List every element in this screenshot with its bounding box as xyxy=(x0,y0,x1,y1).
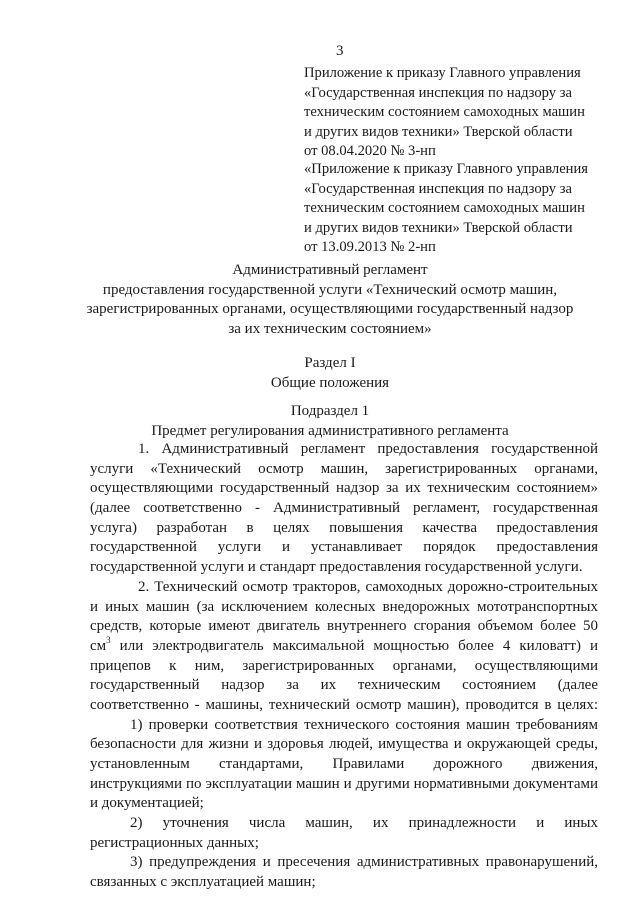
list-item-line: регистрационных данных; xyxy=(90,834,259,851)
title-line: зарегистрированных органами, осуществляющими государственный надзор xyxy=(86,301,574,317)
appendix-line: Приложение к приказу Главного управления xyxy=(304,65,581,81)
list-item-line: и документацией; xyxy=(90,795,204,812)
subsection-title: Предмет регулирования административного регламента xyxy=(151,422,509,439)
paragraph-line: государственной услуги и стандарт предоставления государственной услуги. xyxy=(90,559,583,576)
appendix-line: от 08.04.2020 № 3-нп xyxy=(304,143,436,159)
paragraph-line xyxy=(90,634,598,657)
subsection-heading xyxy=(60,402,600,441)
section-number: Раздел I xyxy=(304,355,356,371)
paragraph-line: средств, которые имеют двигатель внутреннего сгорания объемом более 50 xyxy=(90,618,598,635)
paragraph-line: государственной услуги и устанавливает порядок предоставления xyxy=(90,539,598,556)
list-item-line: 1) проверки соответствия технического состояния машин требованиям xyxy=(130,716,598,733)
appendix-line: от 13.09.2013 № 2-нп xyxy=(304,239,436,255)
page-number: 3 xyxy=(336,43,344,59)
paragraph-line: прицепов к ним, зарегистрированных органами, осуществляющими xyxy=(90,657,598,674)
list-item-line: связанных с эксплуатацией машин; xyxy=(90,874,316,891)
list-item-line: безопасности для жизни и здоровья людей, имущества и окружающей среды, xyxy=(90,736,598,753)
appendix-line: техническим состоянием самоходных машин xyxy=(304,104,585,120)
section-title: Общие положения xyxy=(270,374,390,391)
paragraph-line: услуга) разработан в целях повышения качества предоставления xyxy=(90,519,598,536)
appendix-current-order xyxy=(304,64,614,162)
paragraph-line: соответственно - машины, технический осмотр машин), проводится в целях: xyxy=(90,696,598,713)
title-line: за их техническим состоянием» xyxy=(228,320,432,337)
list-item-line: установленным стандартами, Правилами дорожного движения, xyxy=(90,756,598,772)
appendix-original-order xyxy=(304,160,614,258)
appendix-line: и других видов техники» Тверской области xyxy=(304,123,573,140)
unit-cm: см xyxy=(90,637,107,654)
appendix-line: и других видов техники» Тверской области xyxy=(304,219,573,236)
title-line: предоставления государственной услуги «Технический осмотр машин, xyxy=(102,281,558,298)
paragraph-line-rest: или электродвигатель максимальной мощностью более 4 киловатт) и xyxy=(110,637,598,654)
list-item-line: инструкциями по эксплуатации машин и другими нормативными документами xyxy=(90,775,598,792)
appendix-line: «Государственная инспекция по надзору за xyxy=(304,84,572,101)
document-title xyxy=(60,261,600,339)
list-item-line: 3) предупреждения и пресечения административных правонарушений, xyxy=(130,854,598,871)
paragraph-line: государственный надзор за их техническим состоянием (далее xyxy=(90,677,598,694)
paragraph-line: услуги «Технический осмотр машин, зарегистрированных органами, xyxy=(90,460,598,477)
paragraph-line: 2. Технический осмотр тракторов, самоходных дорожно-строительных xyxy=(138,578,598,595)
subsection-number: Подраздел 1 xyxy=(290,403,370,419)
appendix-line: техническим состоянием самоходных машин xyxy=(304,200,585,216)
paragraph-line: 1. Административный регламент предоставления государственной xyxy=(138,441,598,457)
paragraph-line: и иных машин (за исключением колесных внедорожных мототранспортных xyxy=(90,598,598,615)
unit-superscript: 3 xyxy=(106,634,111,645)
section-heading xyxy=(60,354,600,393)
body-text xyxy=(90,440,598,893)
list-item-line: 2) уточнения числа машин, их принадлежности и иных xyxy=(130,815,598,832)
appendix-line: «Приложение к приказу Главного управления xyxy=(304,161,589,177)
paragraph-line: (далее соответственно - Административный регламент, государственная xyxy=(90,500,598,517)
title-line: Административный регламент xyxy=(232,262,428,278)
appendix-line: «Государственная инспекция по надзору за xyxy=(304,180,572,197)
paragraph-line: осуществляющими государственный надзор за их техническим состоянием» xyxy=(90,480,598,497)
